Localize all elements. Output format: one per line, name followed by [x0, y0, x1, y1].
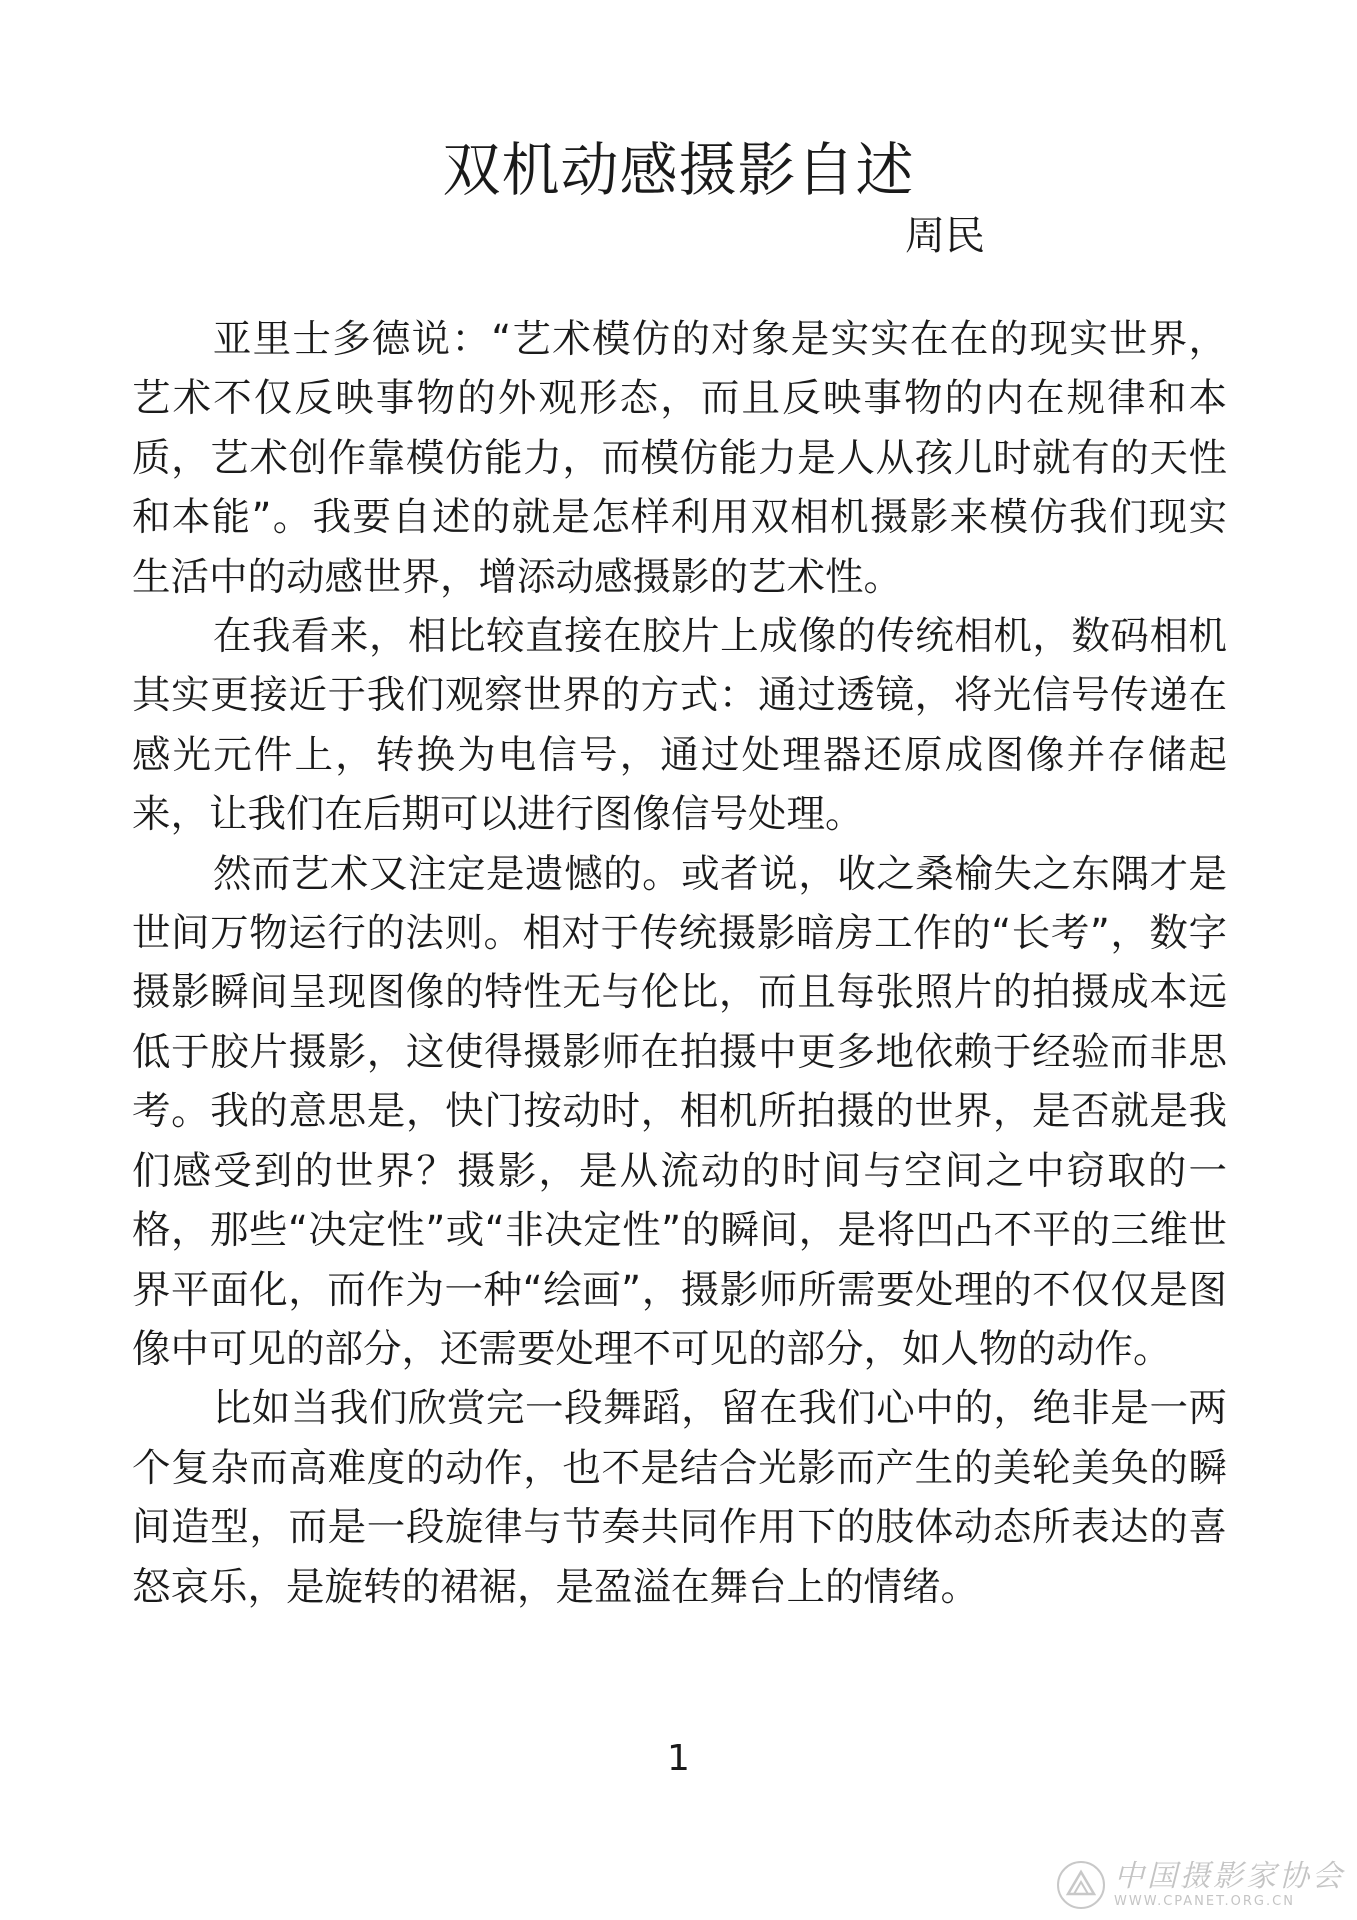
paragraph: 比如当我们欣赏完一段舞蹈，留在我们心中的，绝非是一两个复杂而高难度的动作，也不是结合光影而产生的美轮美奂的瞬间造型，而是一段旋律与节奏共同作用下的肢体动态所表达的喜怒哀乐，是旋转的裙裾，是盈溢在舞台上的情绪。 — [132, 1386, 1227, 1610]
cpanet-logo-icon — [1054, 1858, 1108, 1912]
article-body — [132, 310, 1227, 1617]
page-number: 1 — [667, 1738, 690, 1779]
paragraph: 然而艺术又注定是遗憾的。或者说，收之桑榆失之东隅才是世间万物运行的法则。相对于传统摄影暗房工作的“长考”，数字摄影瞬间呈现图像的特性无与伦比，而且每张照片的拍摄成本远低于胶片摄影，这使得摄影师在拍摄中更多地依赖于经验而非思考。我的意思是，快门按动时，相机所拍摄的世界，是否就是我们感受到的世界？摄影，是从流动的时间与空间之中窃取的一格，那些“决定性”或“非决定性”的瞬间，是将凹凸不平的三维世界平面化，而作为一种“绘画”，摄影师所需要处理的不仅仅是图像中可见的部分，还需要处理不可见的部分，如人物的动作。 — [132, 851, 1227, 1372]
author-name: 周民 — [905, 213, 985, 259]
page-title: 双机动感摄影自述 — [442, 136, 915, 204]
paragraph: 在我看来，相比较直接在胶片上成像的传统相机，数码相机其实更接近于我们观察世界的方式：通过透镜，将光信号传递在感光元件上，转换为电信号，通过处理器还原成图像并存储起来，让我们在后期可以进行图像信号处理。 — [132, 614, 1227, 838]
watermark-org-name: 中国摄影家协会 — [1114, 1859, 1345, 1894]
watermark-url: WWW.CPANET.ORG.CN — [1114, 1894, 1295, 1909]
paragraph: 亚里士多德说：“艺术模仿的对象是实实在在的现实世界，艺术不仅反映事物的外观形态，而且反映事物的内在规律和本质，艺术创作靠模仿能力，而模仿能力是人从孩儿时就有的天性和本能”。我要自述的就是怎样利用双相机摄影来模仿我们现实生活中的动感世界，增添动感摄影的艺术性。 — [132, 317, 1227, 600]
site-watermark — [1054, 1858, 1345, 1912]
